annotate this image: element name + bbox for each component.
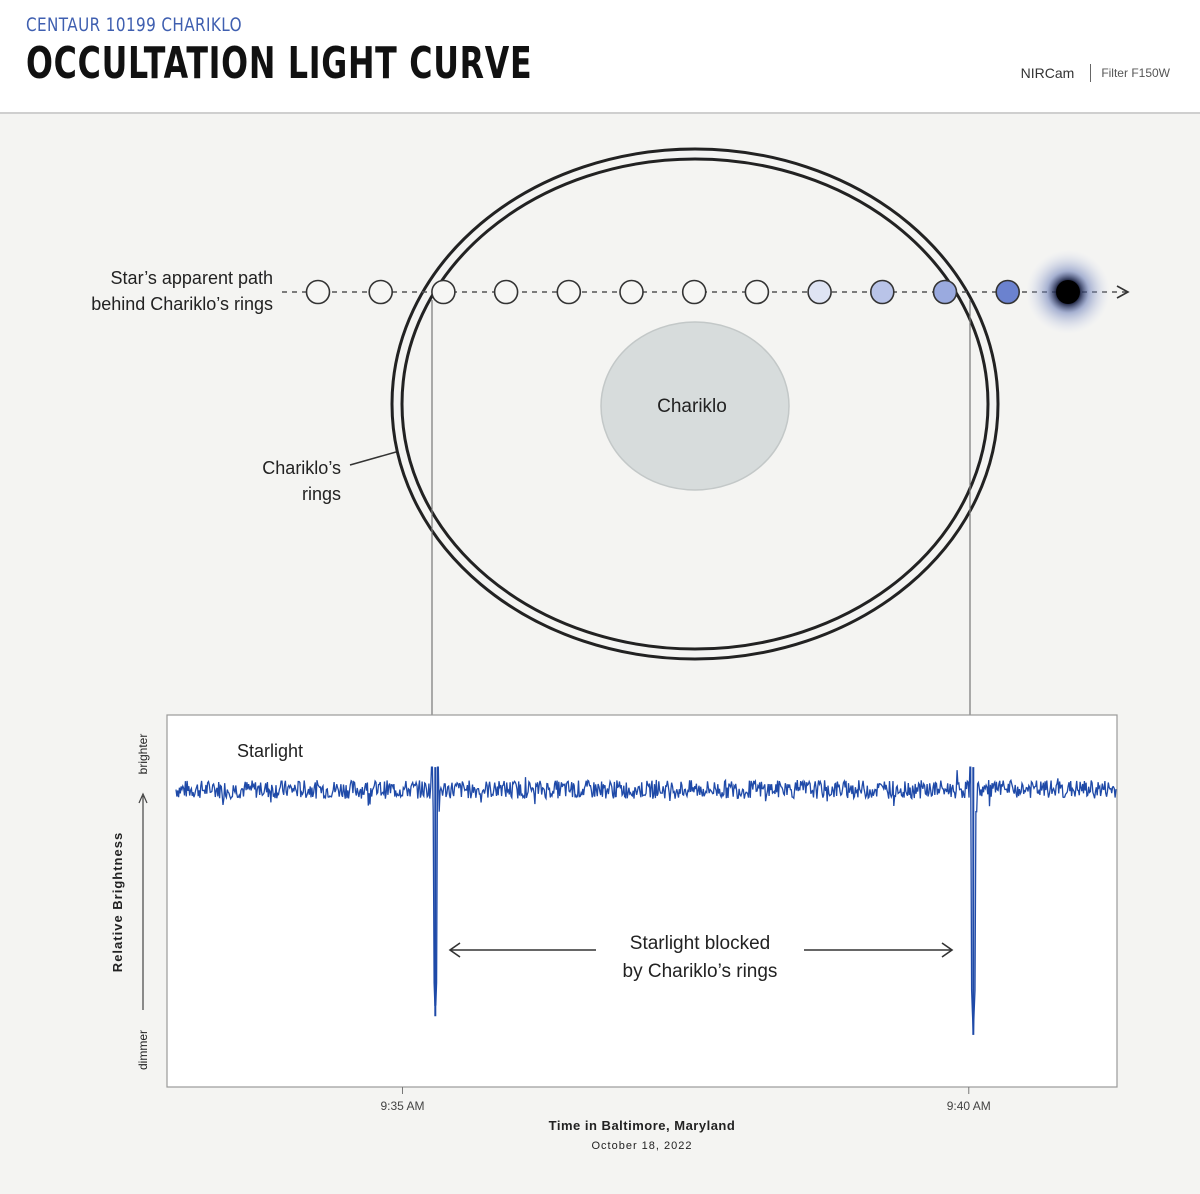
star-icon [1026,250,1110,334]
annotation-line1: Starlight blocked [629,933,771,954]
path-label-line1: Star’s apparent path [110,268,273,288]
series-label: Starlight [237,741,304,761]
instrument-label: NIRCam [1020,65,1075,81]
y-bottom-label: dimmer [136,1029,150,1071]
star-position-5 [557,281,580,304]
x-axis-ticks [380,1087,990,1113]
page-title: OCCULTATION LIGHT CURVE [26,38,533,89]
y-axis-arrow [139,794,147,1010]
star-position-3 [432,281,455,304]
rings-label-line2: rings [301,484,341,504]
chariklo-label: Chariklo [657,396,727,417]
star-position-11 [934,281,957,304]
x-tick-label: 9:35 AM [380,1099,425,1113]
rings-label-line1: Chariklo’s [262,458,341,478]
star-position-6 [620,281,643,304]
x-tick-label: 9:40 AM [946,1099,991,1113]
star-position-10 [871,281,894,304]
star-position-9 [808,281,831,304]
star-position-12 [996,281,1019,304]
plot-frame [167,715,1117,1087]
path-label-line2: behind Chariklo’s rings [91,294,273,314]
y-top-label: brighter [136,733,150,775]
filter-label: Filter F150W [1101,66,1170,80]
star-position-7 [683,281,706,304]
star-position-2 [369,281,392,304]
supertitle: CENTAUR 10199 CHARIKLO [26,14,242,36]
star-position-4 [495,281,518,304]
star-position-8 [745,281,768,304]
rings-leader-line [350,452,396,465]
annotation-line2: by Chariklo’s rings [622,961,778,982]
y-axis-label: Relative Brightness [110,831,125,973]
x-axis-sublabel: October 18, 2022 [591,1140,693,1152]
star-position-1 [307,281,330,304]
x-axis-label: Time in Baltimore, Maryland [548,1118,736,1133]
